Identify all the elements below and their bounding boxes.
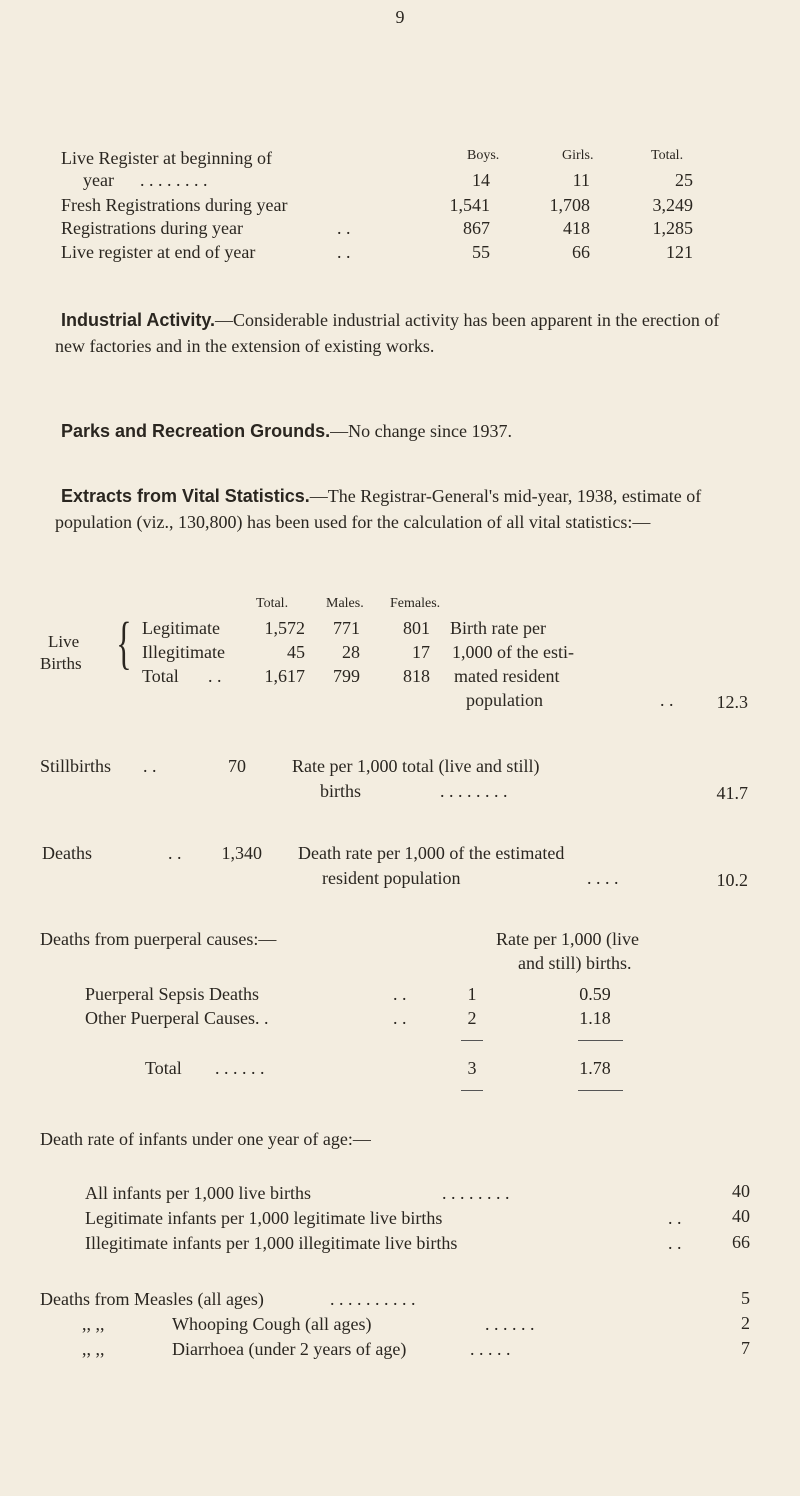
cell-total: 3,249 [652, 195, 693, 215]
puerperal-heading: Deaths from puerperal causes:— [40, 929, 277, 949]
row-label: Illegitimate [142, 642, 225, 662]
cell-males: 771 [333, 618, 360, 638]
industrial-heading: Industrial Activity. [61, 310, 216, 330]
row-label: Fresh Registrations during year [61, 195, 288, 215]
sum-rule [578, 1090, 623, 1091]
disease-deaths-value: 2 [741, 1313, 750, 1333]
sum-rule [461, 1040, 483, 1041]
vital-paragraph [55, 483, 745, 535]
stillbirths-value: 70 [228, 756, 246, 776]
cell-count: 1 [467, 984, 477, 1004]
death-rate-text: resident population [322, 868, 461, 888]
cell-rate: 0.59 [579, 984, 611, 1004]
header-total: Total. [651, 148, 684, 163]
birth-rate-text: 1,000 of the esti- [452, 642, 574, 662]
leader-dots: . . . . . . . . . . [330, 1289, 416, 1309]
total-rate: 1.78 [579, 1058, 611, 1078]
leader-dots: . . . . . . . . [140, 170, 208, 190]
cell-boys: 14 [472, 170, 490, 190]
death-rate-text: Death rate per 1,000 of the estimated [298, 843, 565, 863]
infant-rate-value: 40 [732, 1181, 750, 1201]
cell-girls: 66 [572, 242, 590, 262]
cell-total: 1,572 [264, 618, 305, 638]
leader-dots: . . . . . . . . [440, 781, 508, 801]
row-label: Illegitimate infants per 1,000 illegitimate live births [85, 1233, 458, 1253]
row-label: Legitimate infants per 1,000 legitimate live births [85, 1208, 443, 1228]
ditto-marks: ,, ,, [82, 1314, 105, 1334]
leader-dots: . . . . [587, 868, 619, 888]
leader-dots: . . [143, 756, 157, 776]
industrial-text: —Considerable industrial activity has been apparent in the erection of new factories and in the extension of existing works. [55, 310, 720, 356]
leader-dots: . . [668, 1233, 682, 1253]
row-label: Puerperal Sepsis Deaths [85, 984, 259, 1004]
parks-heading: Parks and Recreation Grounds. [61, 421, 331, 441]
cell-boys: 1,541 [449, 195, 490, 215]
cell-rate: 1.18 [579, 1008, 611, 1028]
stillbirth-rate-text: births [320, 781, 362, 801]
cell-total: 1,285 [652, 218, 693, 238]
row-label-continued: year [83, 170, 114, 190]
header-boys: Boys. [467, 148, 500, 163]
stillbirth-rate-text: Rate per 1,000 total (live and still) [292, 756, 540, 776]
header-males: Males. [326, 596, 364, 611]
leader-dots: . . [208, 666, 222, 686]
leader-dots: . . [393, 1008, 407, 1028]
leader-dots: . . . . . . [215, 1058, 265, 1078]
row-label: All infants per 1,000 live births [85, 1183, 311, 1203]
leader-dots: . . [337, 242, 351, 262]
leader-dots: . . . . . . . . [442, 1183, 510, 1203]
cell-boys: 55 [472, 242, 490, 262]
ditto-marks: ,, ,, [82, 1339, 105, 1359]
cell-girls: 1,708 [549, 195, 590, 215]
vital-heading: Extracts from Vital Statistics. [61, 486, 310, 506]
row-label: Legitimate [142, 618, 220, 638]
row-label: Other Puerperal Causes. . [85, 1008, 269, 1028]
leader-dots: . . [168, 843, 182, 863]
group-label: Births [40, 654, 82, 673]
disease-deaths-value: 7 [741, 1338, 750, 1358]
sum-rule [461, 1090, 483, 1091]
row-label: Whooping Cough (all ages) [172, 1314, 372, 1334]
vital-text: —The Registrar-General's mid-year, 1938, estimate of population (viz., 130,800) has been used for the calculation of all vital statistics:— [55, 486, 702, 532]
leader-dots: . . . . . [470, 1339, 511, 1359]
cell-total: 25 [675, 170, 693, 190]
cell-total: 45 [287, 642, 305, 662]
deaths-value: 1,340 [221, 843, 262, 863]
cell-females: 17 [412, 642, 430, 662]
leader-dots: . . . . . . [485, 1314, 535, 1334]
total-label: Total [145, 1058, 182, 1078]
cell-females: 818 [403, 666, 430, 686]
row-label: Live register at end of year [61, 242, 256, 262]
cell-girls: 418 [563, 218, 590, 238]
stillbirth-rate-value: 41.7 [716, 783, 748, 803]
stillbirths-label: Stillbirths [40, 756, 112, 776]
birth-rate-text: population [466, 690, 543, 710]
group-label: Live [48, 632, 80, 651]
cell-girls: 11 [572, 170, 590, 190]
row-label: Diarrhoea (under 2 years of age) [172, 1339, 407, 1359]
parks-paragraph [55, 418, 745, 444]
sum-rule [578, 1040, 623, 1041]
leader-dots: . . [660, 690, 674, 710]
cell-females: 801 [403, 618, 430, 638]
birth-rate-text: mated resident [454, 666, 560, 686]
cell-males: 799 [333, 666, 360, 686]
leader-dots: . . [337, 218, 351, 238]
birth-rate-value: 12.3 [716, 692, 748, 712]
parks-text: —No change since 1937. [330, 421, 513, 441]
industrial-paragraph [55, 307, 745, 359]
header-females: Females. [390, 596, 441, 611]
disease-deaths-value: 5 [741, 1288, 750, 1308]
cell-males: 28 [342, 642, 360, 662]
birth-rate-text: Birth rate per [450, 618, 546, 638]
row-label: Registrations during year [61, 218, 243, 238]
row-label: Deaths from Measles (all ages) [40, 1289, 264, 1309]
cell-boys: 867 [463, 218, 490, 238]
total-count: 3 [467, 1058, 477, 1078]
row-label: Total [142, 666, 179, 686]
cell-count: 2 [467, 1008, 477, 1028]
infant-rate-value: 66 [732, 1232, 750, 1252]
page-number: 9 [395, 7, 405, 27]
death-rate-value: 10.2 [716, 870, 748, 890]
brace-icon: { [116, 610, 132, 675]
infant-rate-value: 40 [732, 1206, 750, 1226]
puerperal-rate-header: and still) births. [518, 953, 632, 973]
cell-total: 1,617 [264, 666, 305, 686]
leader-dots: . . [668, 1208, 682, 1228]
puerperal-rate-header: Rate per 1,000 (live [496, 929, 639, 949]
header-total: Total. [256, 596, 289, 611]
row-label: Live Register at beginning of [61, 148, 272, 168]
header-girls: Girls. [562, 148, 594, 163]
cell-total: 121 [666, 242, 693, 262]
deaths-label: Deaths [42, 843, 92, 863]
leader-dots: . . [393, 984, 407, 1004]
infants-heading: Death rate of infants under one year of age:— [40, 1129, 371, 1149]
